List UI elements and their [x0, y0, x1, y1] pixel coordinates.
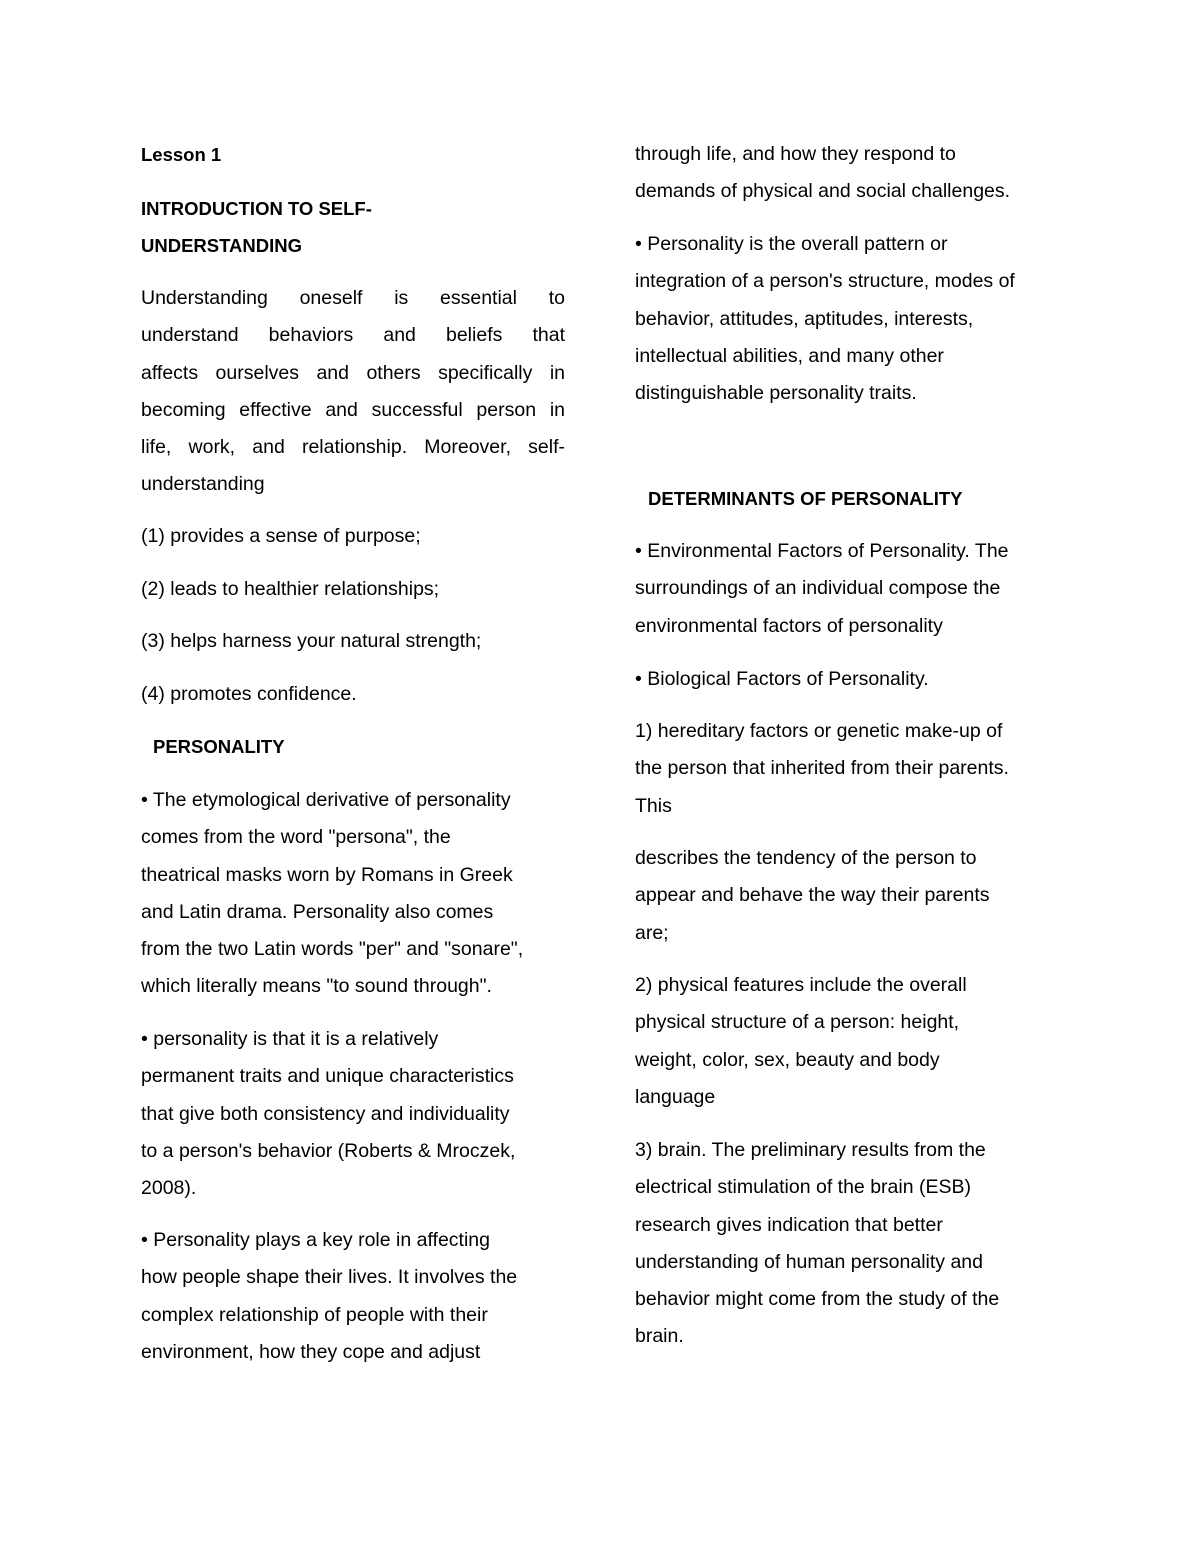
bullet-paragraph — [141, 782, 565, 1006]
lesson-label: Lesson 1 — [141, 144, 222, 165]
bullet-line: and Latin drama. Personality also comes — [141, 900, 494, 923]
text-line: 1) hereditary factors or genetic make-up of — [635, 720, 1003, 742]
bullet-line: • Personality is the overall pattern or — [635, 233, 948, 255]
continued-line: through life, and how they respond to — [635, 143, 956, 165]
physical-paragraph — [635, 967, 1065, 1116]
environmental-paragraph — [635, 533, 1065, 645]
text-line: 2) physical features include the overall — [635, 974, 967, 996]
intro-line: understanding — [141, 473, 265, 496]
intro-line: affects ourselves and others specifically in — [141, 361, 565, 384]
bullet-paragraph — [141, 1222, 565, 1371]
intro-line: understand behaviors and beliefs that — [141, 324, 565, 347]
bullet-line: • personality is that it is a relatively — [141, 1028, 439, 1050]
biological-paragraph: • Biological Factors of Personality. — [635, 668, 929, 690]
text-line: This — [635, 794, 672, 817]
title-line: INTRODUCTION TO SELF- — [141, 198, 372, 219]
bullet-line: intellectual abilities, and many other — [635, 344, 944, 367]
text-line: the person that inherited from their parents. — [635, 757, 1009, 780]
bullet-line: permanent traits and unique characteristics — [141, 1065, 514, 1088]
list-item: (4) promotes confidence. — [141, 683, 357, 705]
text-line: are; — [635, 921, 669, 944]
text-line: research gives indication that better — [635, 1213, 943, 1236]
bullet-line: comes from the word "persona", the — [141, 826, 451, 849]
bullet-line: theatrical masks worn by Romans in Greek — [141, 863, 513, 886]
continued-paragraph — [635, 136, 1065, 211]
text-line: describes the tendency of the person to — [635, 847, 977, 869]
text-line: physical structure of a person: height, — [635, 1011, 960, 1034]
bullet-paragraph — [141, 1021, 565, 1207]
intro-line: Understanding oneself is essential to — [141, 287, 565, 309]
text-line: 3) brain. The preliminary results from the — [635, 1139, 986, 1161]
bullet-line: distinguishable personality traits. — [635, 382, 917, 405]
title-line: UNDERSTANDING — [141, 235, 303, 257]
lesson-title — [141, 190, 565, 265]
bullet-line: how people shape their lives. It involves the — [141, 1266, 518, 1289]
bullet-line: environment, how they cope and adjust — [141, 1340, 481, 1363]
hereditary-paragraph — [635, 713, 1065, 825]
intro-line: life, work, and relationship. Moreover, self- — [141, 436, 565, 459]
determinants-heading: DETERMINANTS OF PERSONALITY — [648, 488, 963, 509]
bullet-line: to a person's behavior (Roberts & Mroczek, — [141, 1139, 516, 1162]
personality-heading: PERSONALITY — [153, 736, 285, 757]
bullet-paragraph — [635, 226, 1065, 412]
list-item: (2) leads to healthier relationships; — [141, 578, 440, 600]
text-line: brain. — [635, 1325, 684, 1348]
bullet-line: that give both consistency and individuality — [141, 1102, 510, 1125]
bullet-line: • Environmental Factors of Personality. The — [635, 540, 1009, 562]
bullet-line: 2008). — [141, 1177, 197, 1200]
continued-line: demands of physical and social challenges. — [635, 180, 1011, 203]
intro-paragraph — [141, 280, 565, 504]
brain-paragraph — [635, 1132, 1065, 1356]
bullet-line: behavior, attitudes, aptitudes, interests, — [635, 307, 974, 330]
list-item: (3) helps harness your natural strength; — [141, 630, 482, 652]
bullet-line: which literally means "to sound through". — [141, 975, 492, 998]
text-line: understanding of human personality and — [635, 1250, 983, 1273]
text-line: appear and behave the way their parents — [635, 884, 990, 907]
bullet-line: • The etymological derivative of personality — [141, 789, 511, 811]
bullet-line: from the two Latin words "per" and "sonare", — [141, 938, 524, 961]
intro-line: becoming effective and successful person in — [141, 398, 565, 421]
bullet-line: environmental factors of personality — [635, 614, 943, 637]
text-line: electrical stimulation of the brain (ESB) — [635, 1176, 971, 1199]
bullet-line: • Personality plays a key role in affecting — [141, 1229, 490, 1251]
describes-paragraph — [635, 840, 1065, 952]
bullet-line: surroundings of an individual compose the — [635, 577, 1001, 600]
bullet-line: integration of a person's structure, modes of — [635, 270, 1015, 293]
text-line: weight, color, sex, beauty and body — [635, 1048, 940, 1071]
text-line: language — [635, 1085, 716, 1108]
bullet-line: complex relationship of people with their — [141, 1303, 488, 1326]
list-item: (1) provides a sense of purpose; — [141, 525, 421, 547]
text-line: behavior might come from the study of the — [635, 1288, 1000, 1311]
